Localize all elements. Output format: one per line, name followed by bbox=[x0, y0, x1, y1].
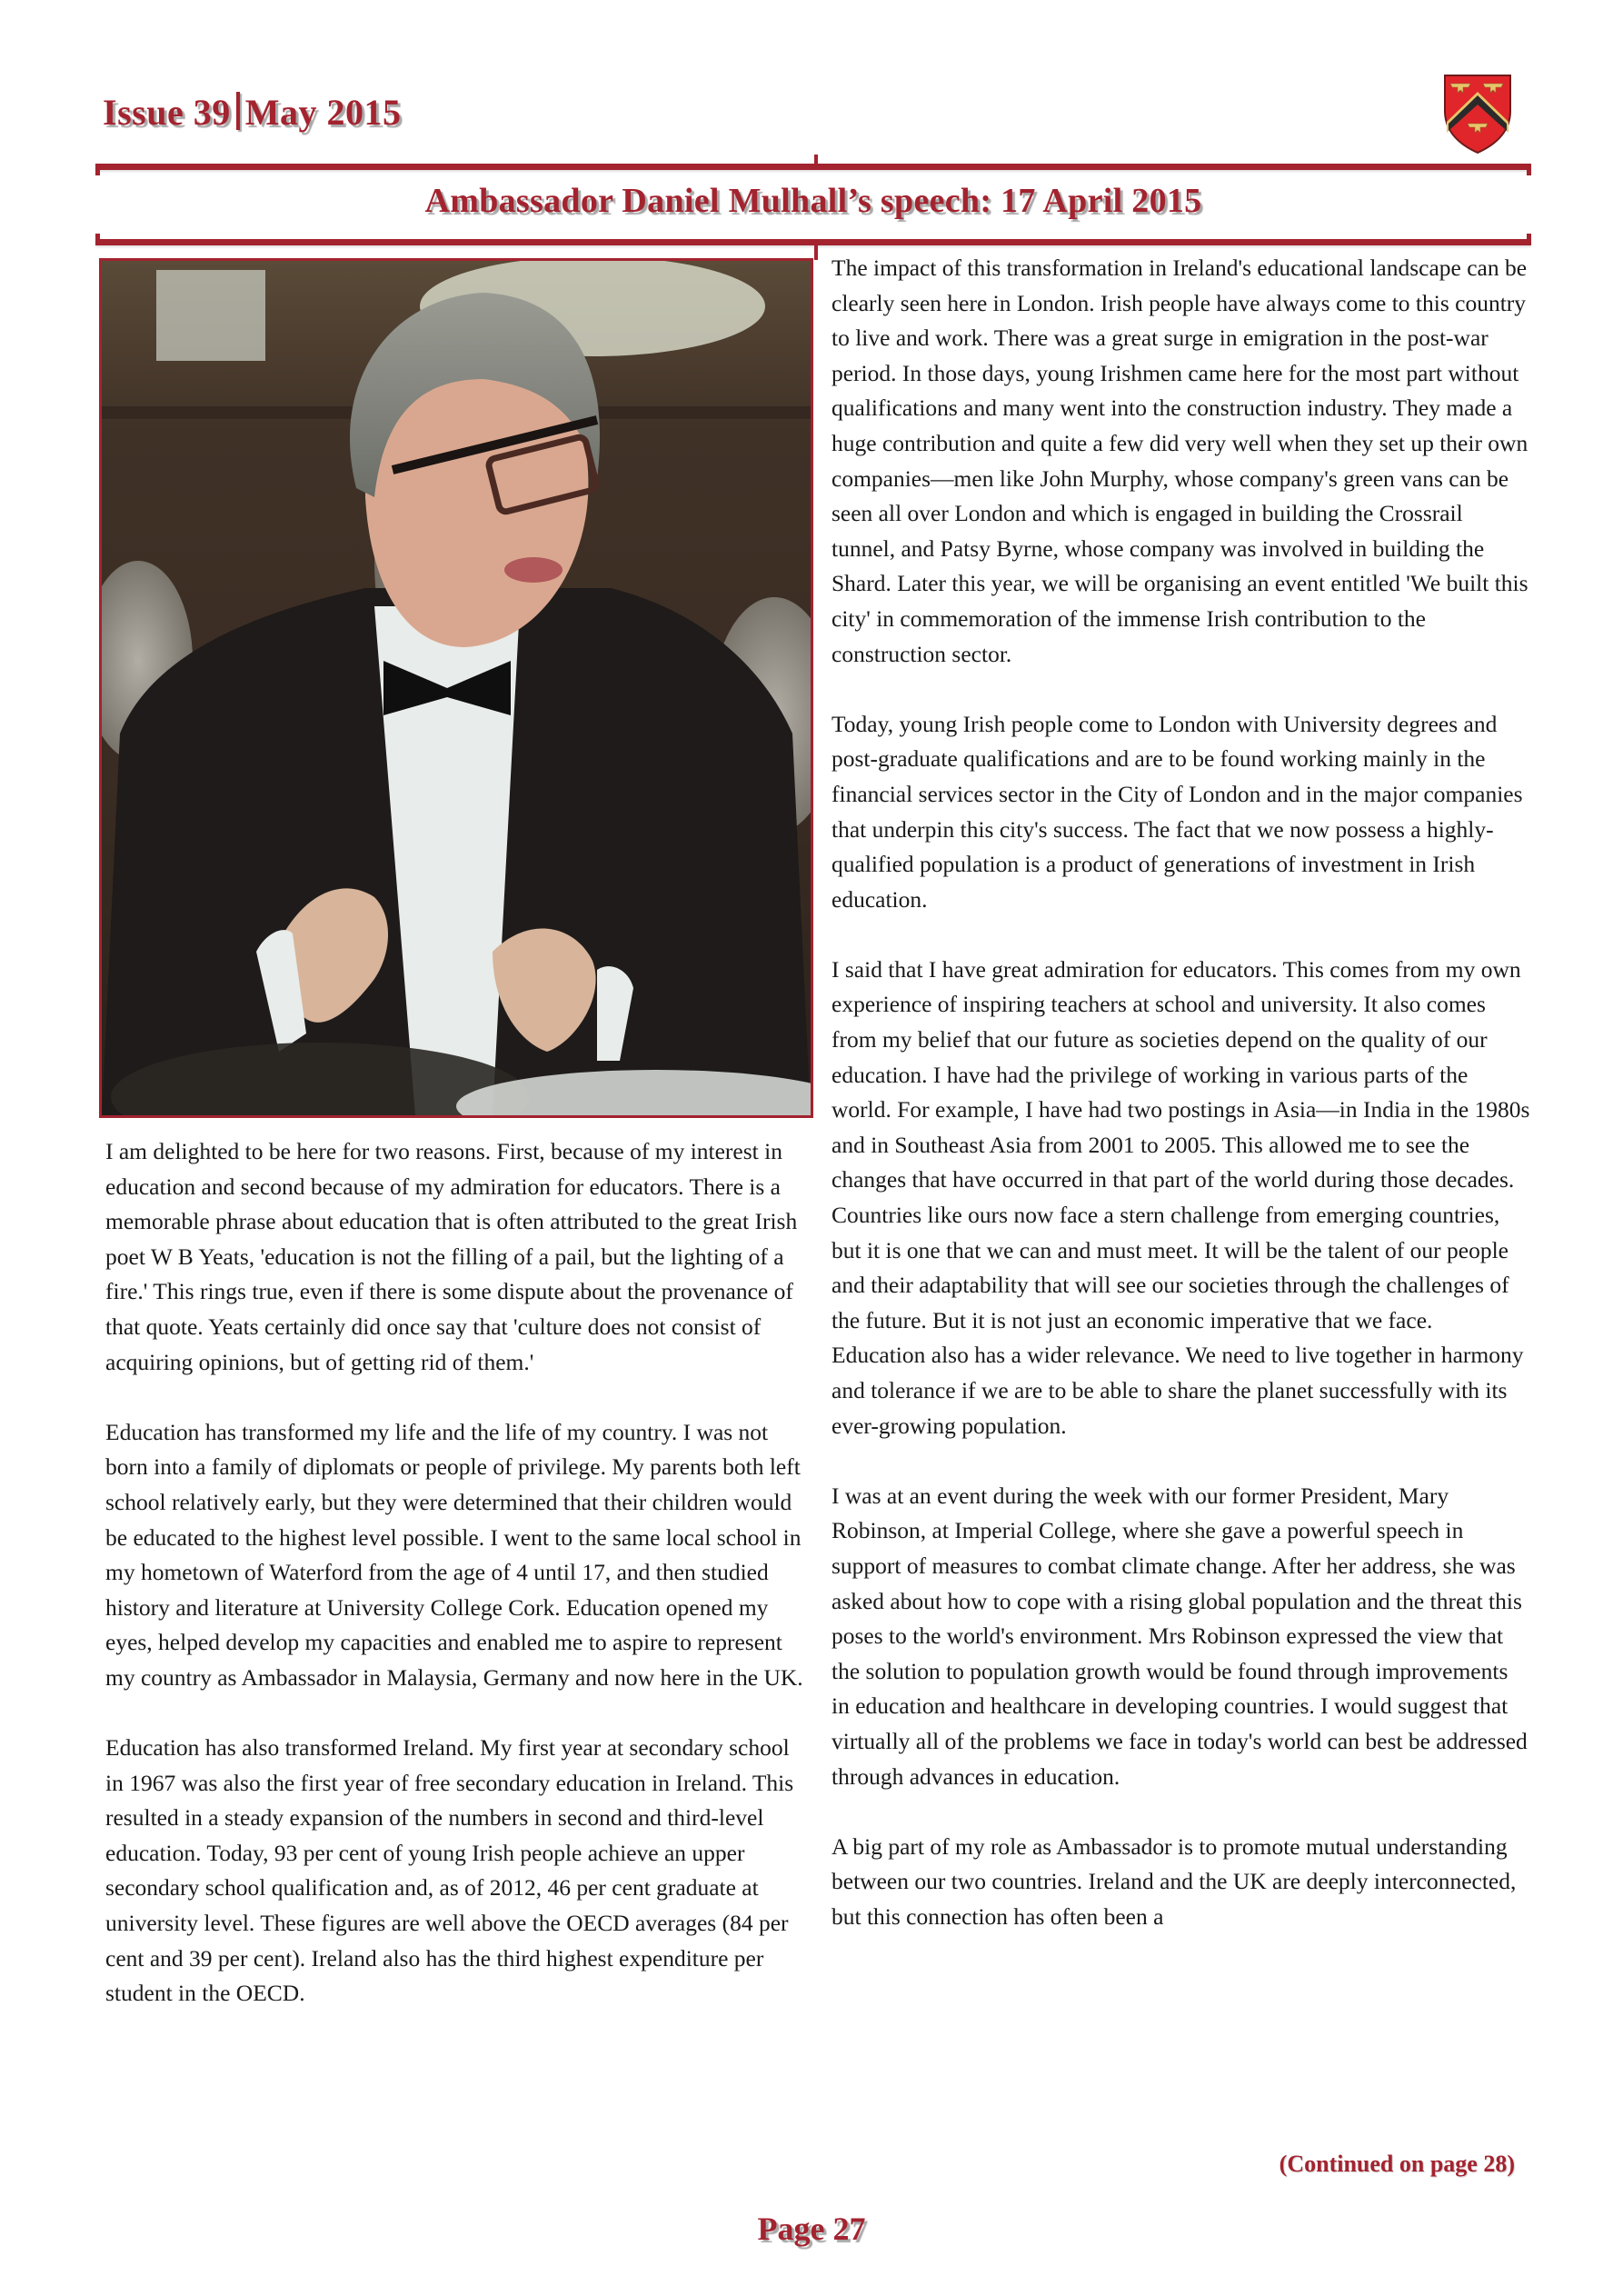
issue-number: Issue 39 bbox=[103, 92, 231, 133]
paragraph: Education has also transformed Ireland. My first year at secondary school in 1967 was also the first year of free secondary education in Ireland. This resulted in a steady expansion of the numbers in second and third-level education. Today, 93 per cent of young Irish people achieve an upper secondary school qualification and, as of 2012, 46 per cent graduate at university level. These figures are well above the OECD averages (84 per cent and 39 per cent). Ireland also has the third highest expenditure per student in the OECD. bbox=[105, 1734, 794, 2007]
paragraph: The impact of this transformation in Ireland's educational landscape can be clearly seen here in London. Irish people have always come to this country to live and work. There was a great surge in emigration in the post-war period. In those days, young Irishmen came here for the most part without qualifications and many went into the construction industry. They made a huge contribution and quite a few did very well when they set up their own companies—men like John Murphy, whose company's green vans can be seen all over London and which is engaged in building the Crossrail tunnel, and Patsy Byrne, whose company was involved in building the Shard. Later this year, we will be organising an event entitled 'We built this city' in commemoration of the immense Irish contribution to the construction sector. bbox=[831, 255, 1528, 667]
paragraph: Today, young Irish people come to London with University degrees and post-graduate qualifications and are to be found working mainly in the financial services sector in the City of London and in the major companies that underpin this city's success. The fact that we now possess a highly-qualified population is a product of generations of investment in Irish education. bbox=[831, 710, 1523, 913]
article-title: Ambassador Daniel Mulhall’s speech: 17 April 2015 bbox=[424, 182, 1202, 220]
paragraph: A big part of my role as Ambassador is to promote mutual understanding between our two countries. Ireland and the UK are deeply interconnected, but this connection has often been a bbox=[831, 1832, 1517, 1930]
paragraph: Education has transformed my life and the life of my country. I was not born into a family of diplomats or people of privilege. My parents both left school relatively early, but they were determined that their children would be educated to the highest level possible. I went to the same local school in my hometown of Waterford from the age of 4 until 17, and then studied history and literature at University College Cork. Education opened my eyes, helped develop my capacities and enabled me to aspire to represent my country as Ambassador in Malaysia, Germany and now here in the UK. bbox=[105, 1418, 803, 1691]
bottom-divider bbox=[95, 239, 1531, 245]
ambassador-photo bbox=[99, 258, 813, 1118]
left-column bbox=[105, 1134, 805, 2046]
divider-tick bbox=[814, 244, 818, 260]
divider-tick bbox=[814, 155, 818, 165]
continued-link[interactable]: (Continued on page 28) bbox=[1279, 2151, 1515, 2177]
right-column bbox=[831, 251, 1531, 1970]
page-number: Page 27 bbox=[757, 2211, 866, 2247]
issue-date: May 2015 bbox=[244, 92, 402, 133]
top-divider bbox=[95, 164, 1531, 170]
paragraph: I was at an event during the week with our former President, Mary Robinson, at Imperial College, where she gave a powerful speech in support of measures to combat climate change. After her address, she was asked about how to cope with a rising global population and the threat this poses to the world's environment. Mrs Robinson expressed the view that the solution to population growth would be found through improvements in education and healthcare in developing countries. I would suggest that virtually all of the problems we face in today's world can best be addressed through advances in education. bbox=[831, 1482, 1528, 1790]
issue-header bbox=[103, 91, 401, 134]
header-separator bbox=[236, 92, 240, 130]
college-crest-icon bbox=[1441, 73, 1514, 155]
paragraph: I am delighted to be here for two reasons. First, because of my interest in education and second because of my admiration for educators. There is a memorable phrase about education that is often attributed to the great Irish poet W B Yeats, 'education is not the filling of a pail, but the lighting of a fire.' This rings true, even if there is some dispute about the provenance of that quote. Yeats certainly did once say that 'culture does not consist of acquiring opinions, but of getting rid of them.' bbox=[105, 1138, 798, 1375]
paragraph: I said that I have great admiration for educators. This comes from my own experience of inspiring teachers at school and university. It also comes from my belief that our future as societies depend on the quality of our education. I have had the privilege of working in various parts of the world. For example, I have had two postings in Asia—in India in the 1980s and in Southeast Asia from 2001 to 2005. This allowed me to see the changes that have occurred in that part of the world during those decades. Countries like ours now face a stern challenge from emerging countries, but it is one that we can and must meet. It will be the talent of our people and their adaptability that will see our societies through the challenges of the future. But it is not just an economic imperative that we face. Education also has a wider relevance. We need to live together in harmony and tolerance if we are to be able to share the planet successfully with its ever-growing population. bbox=[831, 955, 1530, 1439]
